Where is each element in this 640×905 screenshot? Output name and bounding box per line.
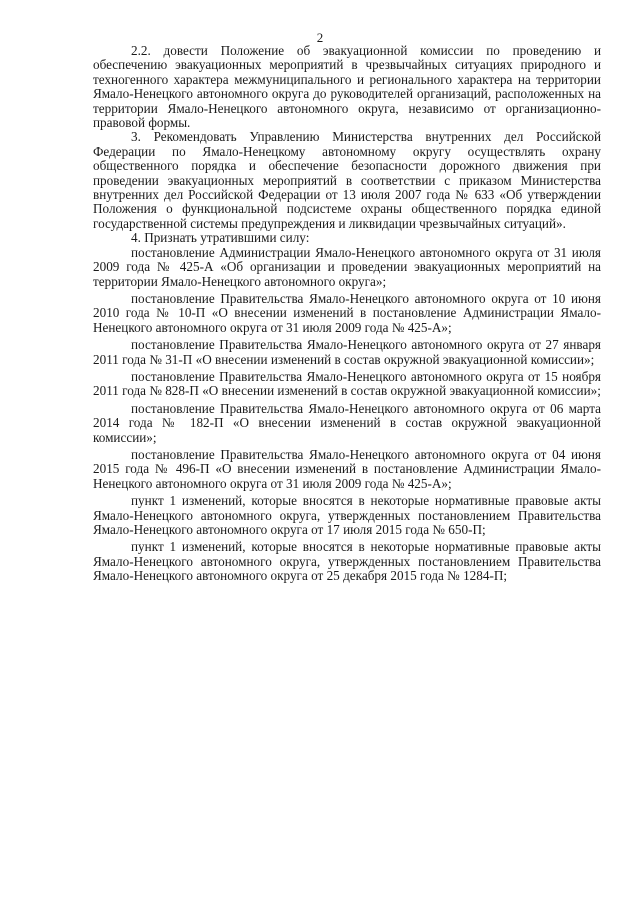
repeal-item-828-p: постановление Правительства Ямало-Ненецкого автономного округа от 15 ноября 2011 года № 828-П «О внесении изменений в состав окружной эвакуационной комиссии»;: [93, 368, 601, 399]
page-number: 2: [316, 30, 324, 45]
repeal-item-425-a: постановление Администрации Ямало-Ненецкого автономного округа от 31 июля 2009 года № 425-А «Об организации и проведении эвакуационных мероприятий на территории Ямало-Ненецкого автономного округа»;: [93, 244, 601, 289]
repeal-item-31-p: постановление Правительства Ямало-Ненецкого автономного округа от 27 января 2011 года № 31-П «О внесении изменений в состав окружной эвакуационной комиссии»;: [93, 337, 601, 367]
repeal-item-1284-p: пункт 1 изменений, которые вносятся в некоторые нормативные правовые акты Ямало-Ненецкого автономного округа, утвержденных постановлением Правительства Ямало-Ненецкого автономного округа от 25 декабря 2015 года № 1284-П;: [93, 539, 601, 584]
repeal-item-10-p: постановление Правительства Ямало-Ненецкого автономного округа от 10 июня 2010 года № 10-П «О внесении изменений в постановление Администрации Ямало-Ненецкого автономного округа от 31 июля 2009 года № 425-А»;: [93, 290, 601, 335]
paragraph-4-repeal-heading: 4. Признать утратившими силу:: [131, 230, 310, 246]
repeal-item-496-p: постановление Правительства Ямало-Ненецкого автономного округа от 04 июня 2015 года № 496-П «О внесении изменений в постановление Администрации Ямало-Ненецкого автономного округа от 31 июля 2009 года № 425-А»;: [93, 446, 601, 491]
document-body: [93, 44, 601, 584]
paragraph-3-recommendation-mvd: 3. Рекомендовать Управлению Министерства внутренних дел Российской Федерации по Ямало-Ненецкому автономному округу осуществлять охрану общественного порядка и обеспечение безопасности дорожного движения при проведении эвакуационных мероприятий в соответствии с приказом Министерства внутренних дел Российской Федерации от 13 июля 2007 года № 633 «Об утверждении Положения о функциональной подсистеме охраны общественного порядка единой государственной системы предупреждения и ликвидации чрезвычайных ситуаций».: [93, 129, 601, 231]
repeal-item-650-p: пункт 1 изменений, которые вносятся в некоторые нормативные правовые акты Ямало-Ненецкого автономного округа, утвержденных постановлением Правительства Ямало-Ненецкого автономного округа от 17 июля 2015 года № 650-П;: [93, 493, 601, 537]
paragraph-2-2-evacuation-commission: 2.2. довести Положение об эвакуационной комиссии по проведению и обеспечению эвакуационных мероприятий в чрезвычайных ситуациях природного и техногенного характера межмуниципального и регионального характера на территории Ямало-Ненецкого автономного округа до руководителей организаций, расположенных на территории Ямало-Ненецкого автономного округа, независимо от организационно-правовой формы.: [93, 43, 601, 131]
repeal-item-182-p: постановление Правительства Ямало-Ненецкого автономного округа от 06 марта 2014 года № 182-П «О внесении изменений в состав окружной эвакуационной комиссии»;: [93, 400, 601, 445]
